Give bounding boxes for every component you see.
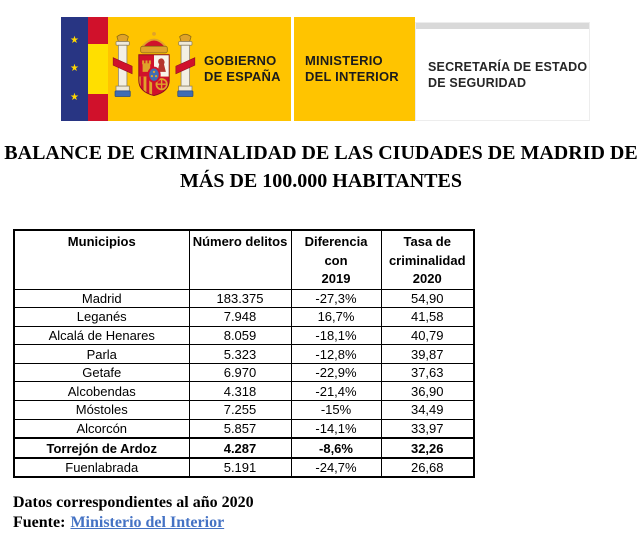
column-header-diferencia-2019: Diferencia con 2019 — [291, 230, 381, 289]
cell-diferencia: -8,6% — [291, 438, 381, 458]
source-line — [13, 513, 254, 533]
page-title — [0, 139, 642, 195]
secretaria-label — [416, 29, 589, 120]
gobierno-line: GOBIERNO — [204, 53, 277, 68]
column-header-tasa-criminalidad: Tasa de criminalidad 2020 — [381, 230, 474, 289]
cell-municipio: Getafe — [14, 363, 189, 382]
table-row — [14, 345, 474, 364]
table-row — [14, 363, 474, 382]
cell-delitos: 5.323 — [189, 345, 291, 364]
cell-delitos: 7.948 — [189, 308, 291, 327]
cell-diferencia: -15% — [291, 401, 381, 420]
cell-municipio: Torrejón de Ardoz — [14, 438, 189, 458]
secretaria-line: DE SEGURIDAD — [428, 75, 527, 90]
source-link[interactable]: Ministerio del Interior — [70, 513, 225, 531]
cell-delitos: 183.375 — [189, 289, 291, 308]
government-banner — [61, 17, 590, 121]
eu-star-icon: ★ — [70, 34, 79, 46]
table-row — [14, 308, 474, 327]
cell-tasa: 40,79 — [381, 326, 474, 345]
gobierno-block — [108, 17, 291, 121]
table-row — [14, 289, 474, 308]
cell-tasa: 54,90 — [381, 289, 474, 308]
cell-tasa: 32,26 — [381, 438, 474, 458]
secretaria-block — [415, 22, 590, 121]
cell-municipio: Fuenlabrada — [14, 458, 189, 478]
cell-tasa: 39,87 — [381, 345, 474, 364]
page-title-line2: MÁS DE 100.000 HABITANTES — [180, 170, 462, 192]
cell-municipio: Alcalá de Henares — [14, 326, 189, 345]
cell-delitos: 5.191 — [189, 458, 291, 478]
cell-municipio: Madrid — [14, 289, 189, 308]
page-title-line1: BALANCE DE CRIMINALIDAD DE LAS CIUDADES DE MADRID DE — [4, 142, 638, 164]
table-row — [14, 458, 474, 478]
cell-diferencia: -22,9% — [291, 363, 381, 382]
ministerio-line: DEL INTERIOR — [305, 69, 399, 84]
gobierno-label — [204, 53, 281, 85]
secretaria-line: SECRETARÍA DE ESTADO — [428, 59, 588, 74]
cell-delitos: 4.318 — [189, 382, 291, 401]
cell-municipio: Alcorcón — [14, 419, 189, 438]
ministerio-block — [291, 17, 415, 121]
eu-flag — [61, 17, 88, 121]
cell-tasa: 26,68 — [381, 458, 474, 478]
cell-delitos: 8.059 — [189, 326, 291, 345]
table-row — [14, 401, 474, 420]
cell-delitos: 5.857 — [189, 419, 291, 438]
header-row — [14, 230, 474, 289]
cell-municipio: Móstoles — [14, 401, 189, 420]
column-header-numero-delitos: Número delitos — [189, 230, 291, 289]
cell-diferencia: -12,8% — [291, 345, 381, 364]
cell-delitos: 6.970 — [189, 363, 291, 382]
table-row-highlighted — [14, 438, 474, 458]
gobierno-line: DE ESPAÑA — [204, 69, 281, 84]
cell-diferencia: -14,1% — [291, 419, 381, 438]
cell-diferencia: 16,7% — [291, 308, 381, 327]
ministerio-label — [305, 53, 399, 85]
data-note: Datos correspondientes al año 2020 — [13, 494, 254, 511]
footer — [13, 493, 254, 532]
crime-table — [13, 229, 475, 478]
cell-tasa: 41,58 — [381, 308, 474, 327]
cell-diferencia: -21,4% — [291, 382, 381, 401]
cell-diferencia: -27,3% — [291, 289, 381, 308]
cell-municipio: Parla — [14, 345, 189, 364]
cell-municipio: Leganés — [14, 308, 189, 327]
cell-delitos: 4.287 — [189, 438, 291, 458]
table-row — [14, 419, 474, 438]
eu-star-icon: ★ — [70, 63, 79, 74]
table-row — [14, 382, 474, 401]
cell-diferencia: -18,1% — [291, 326, 381, 345]
cell-municipio: Alcobendas — [14, 382, 189, 401]
cell-tasa: 33,97 — [381, 419, 474, 438]
source-label: Fuente: — [13, 513, 66, 531]
cell-tasa: 36,90 — [381, 382, 474, 401]
column-header-municipios: Municipios — [14, 230, 189, 289]
table-row — [14, 326, 474, 345]
cell-tasa: 34,49 — [381, 401, 474, 420]
ministerio-line: MINISTERIO — [305, 53, 383, 68]
cell-diferencia: -24,7% — [291, 458, 381, 478]
cell-tasa: 37,63 — [381, 363, 474, 382]
cell-delitos: 7.255 — [189, 401, 291, 420]
eu-star-icon: ★ — [70, 91, 79, 103]
spain-flag-stripe — [88, 17, 108, 121]
spain-coat-of-arms-icon — [110, 31, 198, 107]
